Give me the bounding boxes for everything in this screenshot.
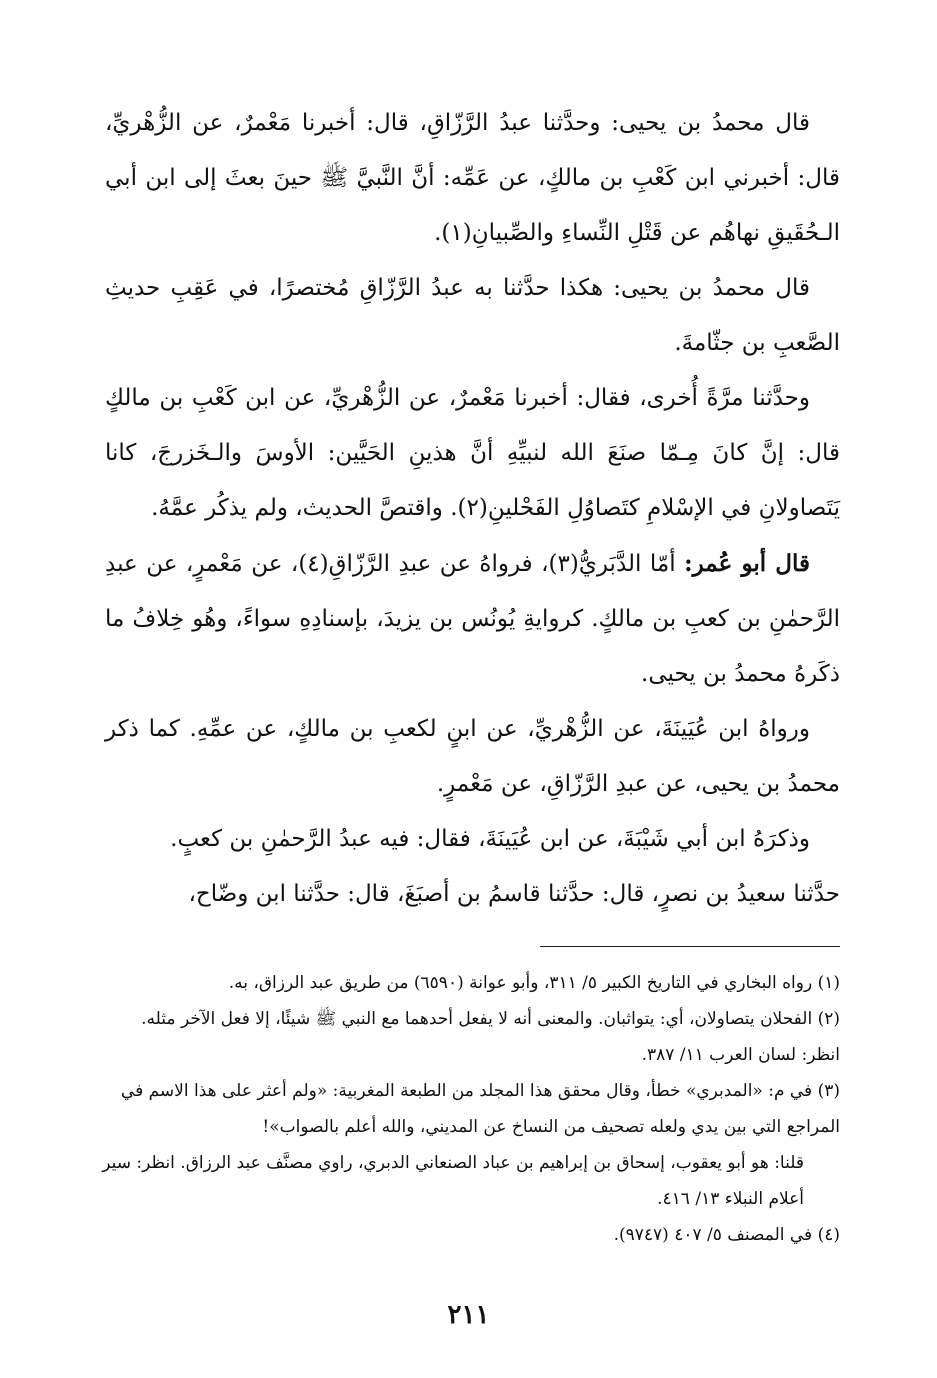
paragraph: وذكرَهُ ابن أبي شَيْبَةَ، عن ابن عُيَينَةَ، فقال: فيه عبدُ الرَّحمٰنِ بن كعبٍ. <box>170 826 810 852</box>
footnote: (٢) الفحلان يتصاولان، أي: يتواثبان. والمعنى أنه لا يفعل أحدهما مع النبي ﷺ شيئًا، إلا فعل الآخر مثله. انظر: لسان العرب ١١/ ٣٨٧. <box>141 1009 840 1065</box>
paragraph: حدَّثنا سعيدُ بن نصرٍ، قال: حدَّثنا قاسمُ بن أصبَغَ، قال: حدَّثنا ابن وضّاح، <box>188 881 840 907</box>
paragraph: قال محمدُ بن يحيى: وحدَّثنا عبدُ الرَّزّاقِ، قال: أخبرنا مَعْمرٌ، عن الزُّهْريِّ، قال: أخبرني ابن كَعْبِ بن مالكٍ، عن عَمِّه: أنَّ النَّبيَّ ﷺ حينَ بعثَ إلى ابن أبي الـحُقَيقِ نهاهُم عن قَتْلِ النِّساءِ والصِّبيانِ(١). <box>105 110 840 246</box>
paragraph <box>105 536 840 702</box>
footnote: (١) رواه البخاري في التاريخ الكبير ٥/ ٣١١، وأبو عوانة (٦٥٩٠) من طريق عبد الرزاق، به. <box>228 973 840 993</box>
footnote: (٣) في م: «المدبري» خطأ، وقال محقق هذا المجلد من الطبعة المغربية: «ولم أعثر على هذا الاسم في المراجع التي بين يدي ولعله تصحيف من النساخ عن المديني، والله أعلم بالصواب»! <box>120 1081 840 1137</box>
paragraph-lead: قال أبو عُمر: <box>684 550 811 577</box>
paragraph: ورواهُ ابن عُيَينَةَ، عن الزُّهْريِّ، عن ابنٍ لكعبِ بن مالكٍ، عن عمِّهِ. كما ذكر محمدُ بن يحيى، عن عبدِ الرَّزّاقِ، عن مَعْمرٍ. <box>105 716 840 797</box>
footnotes <box>100 965 840 1253</box>
paragraph: وحدَّثنا مرَّةً أُخرى، فقال: أخبرنا مَعْمرٌ، عن الزُّهْريِّ، عن ابن كَعْبِ بن مالكٍ قال: إنَّ كانَ مِـمّا صنَعَ الله لنبيِّهِ أنَّ هذينِ الحَيَّين: الأوسَ والـخَزرجَ، كانا يَتَصاولانِ في الإسْلامِ كتَصاوُلِ الفَحْلينِ(٢). واقتصَّ الحديث، ولم يذكُر عمَّهُ. <box>105 385 840 521</box>
footnote-continuation: قلنا: هو أبو يعقوب، إسحاق بن إبراهيم بن عباد الصنعاني الدبري، راوي مصنَّف عبد الرزاق. انظر: سير أعلام النبلاء ١٣/ ٤١٦. <box>102 1153 804 1209</box>
footnote-divider <box>540 946 840 947</box>
footnote: (٤) في المصنف ٥/ ٤٠٧ (٩٧٤٧). <box>613 1225 840 1245</box>
paragraph: قال محمدُ بن يحيى: هكذا حدَّثنا به عبدُ الرَّزّاقِ مُختصرًا، في عَقِبِ حديثِ الصَّعبِ بن جثّامةَ. <box>105 275 840 356</box>
paragraph-text: أمّا الدَّبَريُّ(٣)، فرواهُ عن عبدِ الرَّزّاقِ(٤)، عن مَعْمرٍ، عن عبدِ الرَّحمٰنِ بن كعبِ بن مالكٍ. كروايةِ يُونُس بن يزيدَ، بإسنادِهِ سواءً، وهُو خِلافُ ما ذكَرهُ محمدُ بن يحيى. <box>105 551 840 687</box>
page-number: ٢١١ <box>447 1300 490 1330</box>
main-text <box>105 96 840 922</box>
